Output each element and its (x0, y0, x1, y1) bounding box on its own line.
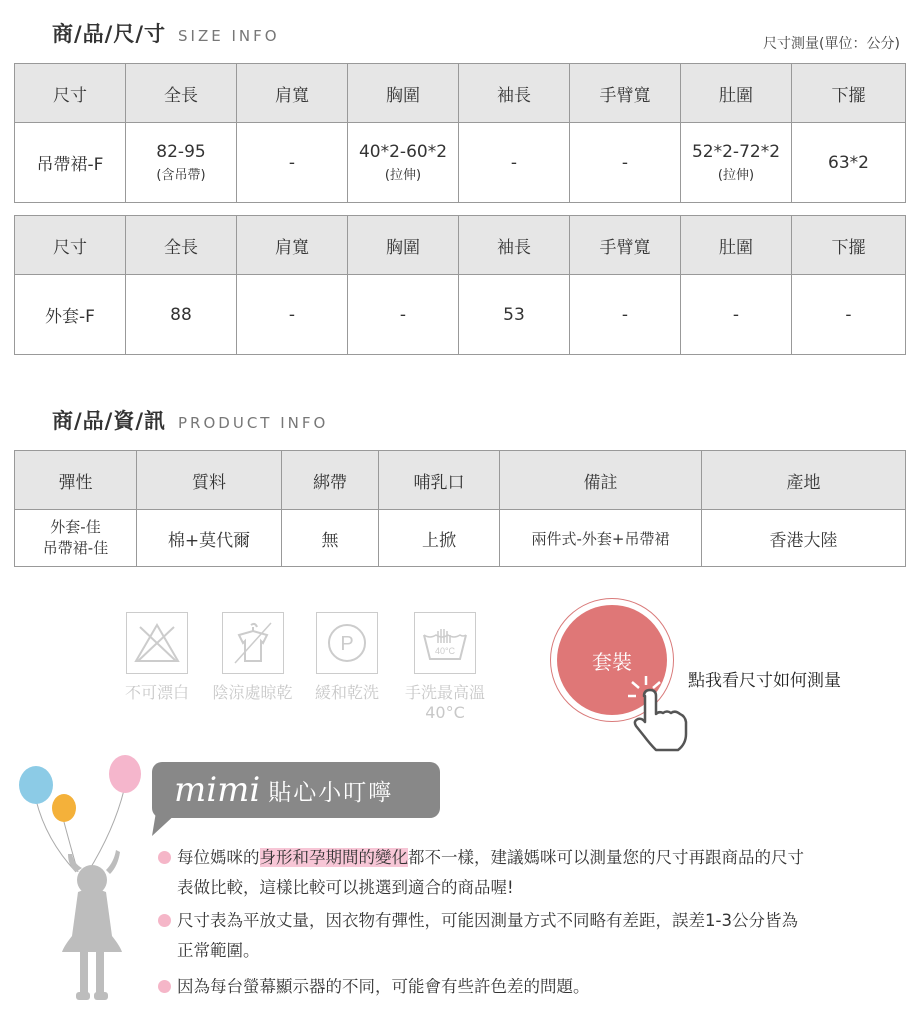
pink-balloon (109, 755, 141, 793)
header-sleeve: 袖長 (459, 64, 570, 123)
header-chest: 胸圍 (348, 216, 459, 275)
cell-chest (348, 123, 459, 203)
svg-text:P: P (340, 633, 354, 655)
care-dry-clean (307, 612, 387, 703)
cell-length-note: (含吊帶) (156, 168, 206, 183)
tip2-text: 尺寸表為平放丈量，因衣物有彈性，可能因測量方式不同略有差距，誤差1-3公分皆為 (177, 911, 798, 930)
cell-length (126, 123, 237, 203)
cell-arm: - (570, 275, 681, 355)
cell-name: 外套-F (15, 275, 126, 355)
size-section-title (52, 18, 280, 48)
elasticity-line-2: 吊帶裙-佳 (42, 539, 109, 557)
cell-elasticity (15, 510, 137, 567)
cell-waist-note: (拉伸) (717, 168, 755, 183)
care-label: 手洗最高溫 (404, 683, 485, 702)
bullet-dot-icon (158, 980, 171, 993)
dry-clean-p-icon (316, 612, 378, 674)
header-shoulder: 肩寬 (237, 216, 348, 275)
header-nursing: 哺乳口 (379, 451, 500, 510)
header-arm: 手臂寬 (570, 216, 681, 275)
cell-material: 棉+莫代爾 (137, 510, 282, 567)
cell-length-value: 82-95 (156, 142, 206, 162)
product-title-cn: 商/品/資/訊 (52, 409, 167, 433)
table-header-row (15, 64, 906, 123)
set-badge-label: 套裝 (592, 649, 632, 674)
care-label: 不可漂白 (124, 683, 189, 702)
girl-balloons-illustration (14, 752, 150, 1027)
care-hand-wash (400, 612, 490, 722)
header-hem: 下擺 (792, 64, 906, 123)
header-elasticity: 彈性 (15, 451, 137, 510)
header-waist: 肚圍 (681, 64, 792, 123)
size-table-jacket (14, 215, 906, 355)
table-row (15, 275, 906, 355)
hand-wash-temp: 40°C (434, 646, 456, 656)
header-size: 尺寸 (15, 64, 126, 123)
header-origin: 產地 (702, 451, 906, 510)
orange-balloon (52, 794, 76, 822)
cell-waist (681, 123, 792, 203)
size-table-dress (14, 63, 906, 203)
mimi-tips-bubble (152, 762, 440, 818)
cell-note: 兩件式-外套+吊帶裙 (500, 510, 702, 567)
bubble-tail (152, 812, 182, 836)
header-material: 質料 (137, 451, 282, 510)
cell-hem: 63*2 (792, 123, 906, 203)
elasticity-line-1: 外套-佳 (50, 518, 101, 536)
size-title-en: SIZE INFO (178, 27, 280, 45)
table-header-row (15, 216, 906, 275)
mimi-tips-title: 貼心小叮嚀 (268, 779, 394, 806)
cell-arm: - (570, 123, 681, 203)
product-section-title (52, 405, 328, 435)
bullet-dot-icon (158, 914, 171, 927)
cell-sleeve: - (459, 123, 570, 203)
care-no-bleach (117, 612, 197, 703)
cell-tie: 無 (282, 510, 379, 567)
cell-chest-value: 40*2-60*2 (358, 142, 448, 162)
header-size: 尺寸 (15, 216, 126, 275)
product-info-table (14, 450, 906, 567)
tip-item-2 (158, 906, 798, 966)
no-bleach-icon (126, 612, 188, 674)
product-title-en: PRODUCT INFO (178, 414, 329, 432)
size-title-cn: 商/品/尺/寸 (52, 22, 167, 46)
unit-note: 尺寸測量(單位：公分) (763, 36, 900, 52)
header-length: 全長 (126, 64, 237, 123)
tip1-pre: 每位媽咪的 (177, 848, 260, 867)
cell-origin: 香港大陸 (702, 510, 906, 567)
tip1-continued: 表做比較，這樣比較可以挑選到適合的商品喔! (177, 878, 514, 897)
header-arm: 手臂寬 (570, 64, 681, 123)
tip3-text: 因為每台螢幕顯示器的不同，可能會有些許色差的問題。 (177, 977, 590, 996)
table-header-row (15, 451, 906, 510)
tip-item-3 (158, 972, 590, 1002)
cell-waist: - (681, 275, 792, 355)
table-row (15, 510, 906, 567)
header-length: 全長 (126, 216, 237, 275)
cell-name: 吊帶裙-F (15, 123, 126, 203)
header-chest: 胸圍 (348, 64, 459, 123)
care-label-temp: 40°C (425, 703, 465, 722)
cell-shoulder: - (237, 275, 348, 355)
care-label: 陰涼處晾乾 (212, 683, 293, 702)
cell-shoulder: - (237, 123, 348, 203)
measure-guide-link[interactable]: 點我看尺寸如何測量 (688, 671, 841, 691)
header-hem: 下擺 (792, 216, 906, 275)
blue-balloon (19, 766, 53, 804)
header-note: 備註 (500, 451, 702, 510)
cell-length: 88 (126, 275, 237, 355)
mimi-brand: mimi (174, 770, 261, 810)
cell-waist-value: 52*2-72*2 (691, 142, 781, 162)
tip1-post: 都不一樣，建議媽咪可以測量您的尺寸再跟商品的尺寸 (408, 848, 804, 867)
header-sleeve: 袖長 (459, 216, 570, 275)
header-tie: 綁帶 (282, 451, 379, 510)
cell-hem: - (792, 275, 906, 355)
cell-chest-note: (拉伸) (384, 168, 422, 183)
care-shade-dry (205, 612, 300, 703)
header-waist: 肚圍 (681, 216, 792, 275)
girl-silhouette (62, 850, 122, 1000)
tip-item-1 (158, 843, 804, 903)
bullet-dot-icon (158, 851, 171, 864)
care-label: 緩和乾洗 (314, 683, 379, 702)
shade-dry-icon (222, 612, 284, 674)
cell-chest: - (348, 275, 459, 355)
table-row (15, 123, 906, 203)
cell-sleeve: 53 (459, 275, 570, 355)
tip2-continued: 正常範圍。 (177, 941, 260, 960)
cell-nursing: 上掀 (379, 510, 500, 567)
tip1-highlight: 身形和孕期間的變化 (259, 848, 408, 867)
hand-wash-icon (414, 612, 476, 674)
header-shoulder: 肩寬 (237, 64, 348, 123)
